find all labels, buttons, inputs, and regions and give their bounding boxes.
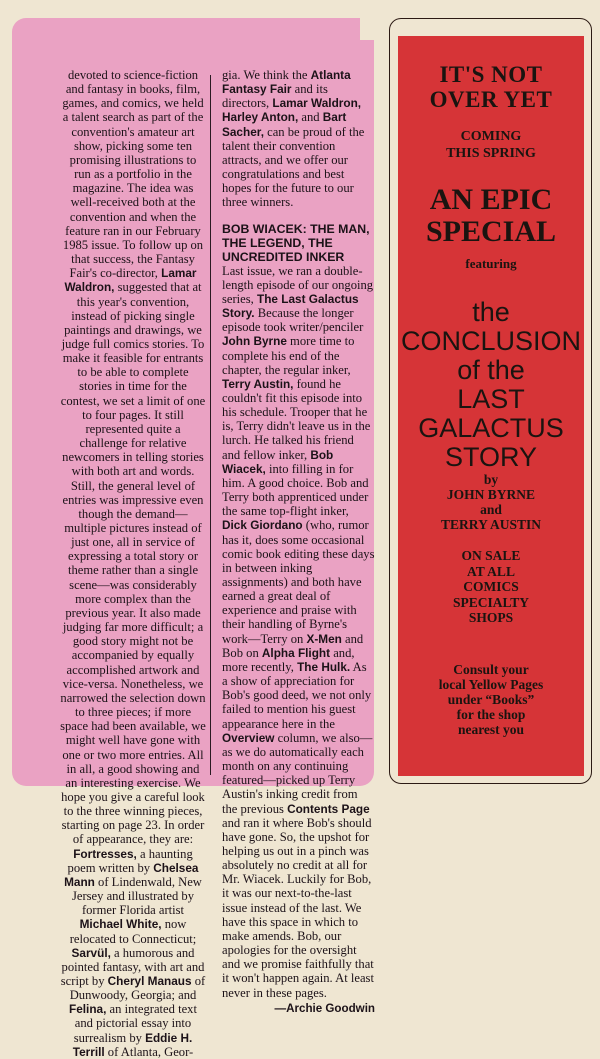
section-heading: BOB WIACEK: THE MAN, THE LEGEND, THE UNCREDITED INKER <box>222 221 370 264</box>
epic-line-2: SPECIAL <box>425 215 557 248</box>
conclusion-line: of the <box>457 355 525 385</box>
ad-credits <box>398 472 584 532</box>
bold-name: X-Men <box>306 631 342 646</box>
epic-line-1: AN EPIC <box>429 183 553 216</box>
author-name: JOHN BYRNE <box>446 487 536 502</box>
consult-line: under “Books” <box>447 692 535 707</box>
ad-on-sale <box>398 548 584 626</box>
bold-name: Michael White, <box>79 917 162 932</box>
bold-name: The Last Galactus Story. <box>222 291 359 321</box>
consult-line: nearest you <box>457 722 525 737</box>
consult-line: for the shop <box>456 707 526 722</box>
editorial-left-column <box>60 68 206 1059</box>
editorial-right-column <box>210 68 375 1016</box>
bold-name: Eddie H. Terrill <box>72 1030 193 1059</box>
by-label: by <box>483 472 499 487</box>
ad-consult <box>398 662 584 737</box>
bold-name: Cheryl Manaus <box>107 974 192 988</box>
and-label: and <box>480 502 502 517</box>
ad-epic-special <box>398 184 584 248</box>
bold-name: Chelsea Mann <box>64 860 199 889</box>
bold-name: Alpha Flight <box>261 645 331 660</box>
onsale-line: SHOPS <box>468 610 514 625</box>
bold-name: Lamar Waldron, Harley Anton, <box>222 96 362 125</box>
bold-name: The Hulk. <box>297 659 351 674</box>
bold-name: Atlanta Fantasy Fair <box>222 68 351 97</box>
consult-line: local Yellow Pages <box>438 677 544 692</box>
left-column-text: devoted to science-fiction and fantasy in books, film, games, and comics, we held a talent search as part of the convention's amateur art show, picking some ten promising illustrations to run as a portfolio in the magazine. The idea was well-received both at the convention and when the feature ran in our February 1985 issue. To follow up on that success, the Fantasy Fair's co-director, Lamar Waldron, suggested that at this year's convention, instead of picking single paintings and drawings, we judge full comics stories. To make it feasible for entrants to be able to complete stories in time for the contest, we set a limit of one to four pages. It still represented quite a challenge for relative newcomers in telling stories with both art and words. Still, the general level of entries was impressive even though the demand—multiple pictures instead of just one, all in service of expressing a total story or theme rather than a single scene—was considerably more complex than the previous year. It also made judging far more difficult; a good story might not be accompanied by equally accomplished artwork and vice-versa. Nonetheless, we narrowed the selection down to three pieces; if more space had been available, we might well have gone with one or two more entries. All in all, a good showing and an interesting exercise. We hope you give a careful look to the three winning pieces, starting on page 23. In order of appearance, they are: Fortresses, a haunting poem written by Chelsea Mann of Lindenwald, New Jersey and illustrated by former Florida artist Michael White, now relocated to Connecticut; Sarvül, a humorous and pointed fantasy, with art and script by Cheryl Manaus of Dunwoody, Georgia; and Felina, an integrated text and pictorial essay into surrealism by Eddie H. Terrill of Atlanta, Geor- <box>60 68 206 1059</box>
bold-name: Dick Giordano <box>222 518 303 533</box>
conclusion-line: CONCLUSION <box>400 326 582 356</box>
consult-line: Consult your <box>453 662 529 677</box>
panel-corner <box>360 18 376 40</box>
ad-headline <box>398 62 584 112</box>
coming-line-1: COMING <box>460 129 522 144</box>
author-signature: —Archie Goodwin <box>274 1001 375 1015</box>
onsale-line: AT ALL <box>467 563 515 579</box>
headline-line-1: IT'S NOT <box>439 62 543 87</box>
conclusion-line: LAST <box>457 384 525 414</box>
bold-name: Lamar Waldron, <box>64 266 197 295</box>
onsale-line: SPECIALTY <box>452 594 530 610</box>
bold-name: Sarvül, <box>71 945 111 960</box>
onsale-line: COMICS <box>463 579 519 594</box>
conclusion-line: STORY <box>444 442 538 472</box>
bold-name: Bart Sacher, <box>222 110 347 139</box>
bold-name: Overview <box>222 730 275 745</box>
bold-name: Bob Wiacek, <box>222 447 334 476</box>
ad-conclusion <box>398 298 584 472</box>
bold-name: Contents Page <box>287 801 370 816</box>
ad-coming <box>398 128 584 162</box>
conclusion-line: the <box>472 297 510 327</box>
conclusion-line: GALACTUS <box>418 413 564 443</box>
right-column-body: Last issue, we ran a double-length episode of our ongoing series, The Last Galactus Story. Because the longer episode took writer/penciler John Byrne more time to complete his end of the chapter, the regular inker, Terry Austin, found he couldn't fit this episode into his schedule. Trooper that he is, Terry didn't leave us in the lurch. He talked his friend and fellow inker, Bob Wiacek, into filling in for him. A good choice. Bob and Terry both apprenticed under the same top-flight inker, Dick Giordano (who, rumor has it, does some occasional comic book editing these days in between inking assignments) and both have earned a great deal of experience and praise with their handling of Byrne's work—Terry on X-Men and Bob on Alpha Flight and, more recently, The Hulk. As a show of appreciation for Bob's good deed, we not only failed to mention his guest appearance here in the Overview column, we also—as we do automatically each month on any continuing featured—picked up Terry Austin's inking credit from the previous Contents Page and ran it where Bob's should have gone. So, the upshot for helping us out in a pinch was absolutely no credit at all for Mr. Wiacek. Luckily for Bob, it was our next-to-the-last issue instead of the last. We have this space in which to make amends. Bob, our apologies for the oversight and we promise faithfully that it won't happen again. At least never in these pages. <box>222 263 375 1000</box>
bold-name: Fortresses, <box>73 846 137 861</box>
epic-special-ad <box>398 36 584 776</box>
author-name: TERRY AUSTIN <box>441 517 541 532</box>
ad-featuring: featuring <box>465 256 517 271</box>
bold-name: John Byrne <box>222 334 287 349</box>
coming-line-2: THIS SPRING <box>446 146 536 161</box>
bold-name: Felina, <box>69 1002 107 1017</box>
right-column-intro: gia. We think the Atlanta Fantasy Fair and its directors, Lamar Waldron, Harley Anton, and Bart Sacher, can be proud of the talent their convention attracts, and we offer our congratulations and best hopes for the future to our three winners. <box>222 68 365 210</box>
headline-line-2: OVER YET <box>429 87 553 112</box>
bold-name: Terry Austin, <box>222 376 294 391</box>
onsale-line: ON SALE <box>461 548 521 563</box>
